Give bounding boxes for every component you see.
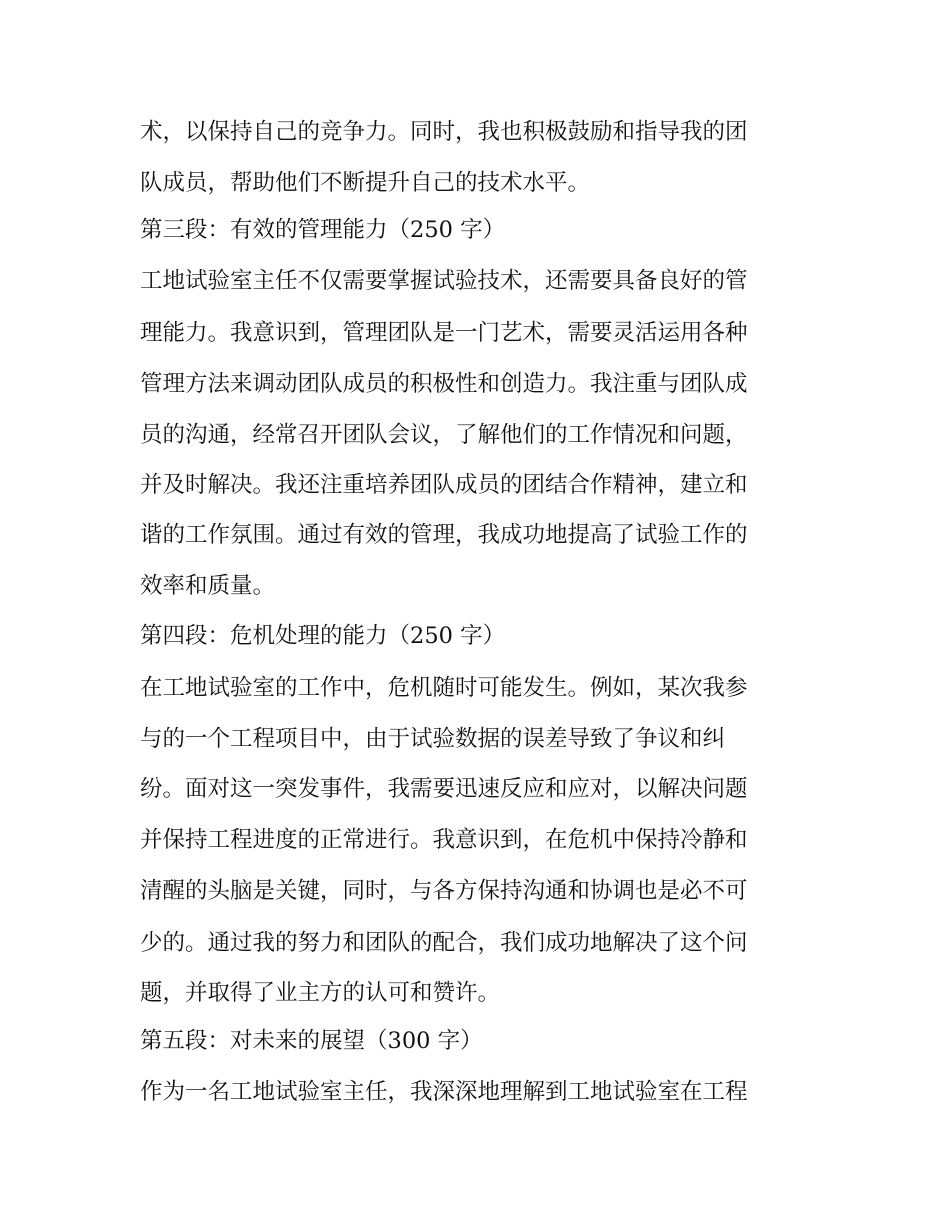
section-heading: 第四段：危机处理的能力（250 字） bbox=[140, 623, 506, 649]
paragraph-line: 并保持工程进度的正常进行。我意识到，在危机中保持冷静和 bbox=[140, 827, 748, 853]
paragraph-line: 并及时解决。我还注重培养团队成员的团结合作精神，建立和 bbox=[140, 472, 748, 498]
paragraph-line: 与的一个工程项目中，由于试验数据的误差导致了争议和纠 bbox=[140, 726, 726, 752]
paragraph-line: 纷。面对这一突发事件，我需要迅速反应和应对，以解决问题 bbox=[140, 776, 748, 802]
paragraph-line: 少的。通过我的努力和团队的配合，我们成功地解决了这个问 bbox=[140, 930, 748, 956]
paragraph-line: 清醒的头脑是关键，同时，与各方保持沟通和协调也是必不可 bbox=[140, 878, 748, 904]
section-heading: 第三段：有效的管理能力（250 字） bbox=[140, 217, 506, 243]
paragraph-line: 管理方法来调动团队成员的积极性和创造力。我注重与团队成 bbox=[140, 371, 748, 397]
paragraph-line: 作为一名工地试验室主任，我深深地理解到工地试验室在工程 bbox=[140, 1079, 748, 1105]
section-heading: 第五段：对未来的展望（300 字） bbox=[140, 1028, 483, 1054]
paragraph-line: 谐的工作氛围。通过有效的管理，我成功地提高了试验工作的 bbox=[140, 522, 748, 548]
paragraph-line: 理能力。我意识到，管理团队是一门艺术，需要灵活运用各种 bbox=[140, 320, 748, 346]
paragraph-line: 术，以保持自己的竞争力。同时，我也积极鼓励和指导我的团 bbox=[140, 119, 748, 145]
paragraph-line: 在工地试验室的工作中，危机随时可能发生。例如，某次我参 bbox=[140, 675, 748, 701]
paragraph-line: 效率和质量。 bbox=[140, 573, 276, 599]
paragraph-line: 工地试验室主任不仅需要掌握试验技术，还需要具备良好的管 bbox=[140, 268, 748, 294]
paragraph-line: 队成员，帮助他们不断提升自己的技术水平。 bbox=[140, 170, 591, 196]
paragraph-line: 题，并取得了业主方的认可和赞许。 bbox=[140, 980, 501, 1006]
paragraph-line: 员的沟通，经常召开团队会议，了解他们的工作情况和问题， bbox=[140, 422, 748, 448]
